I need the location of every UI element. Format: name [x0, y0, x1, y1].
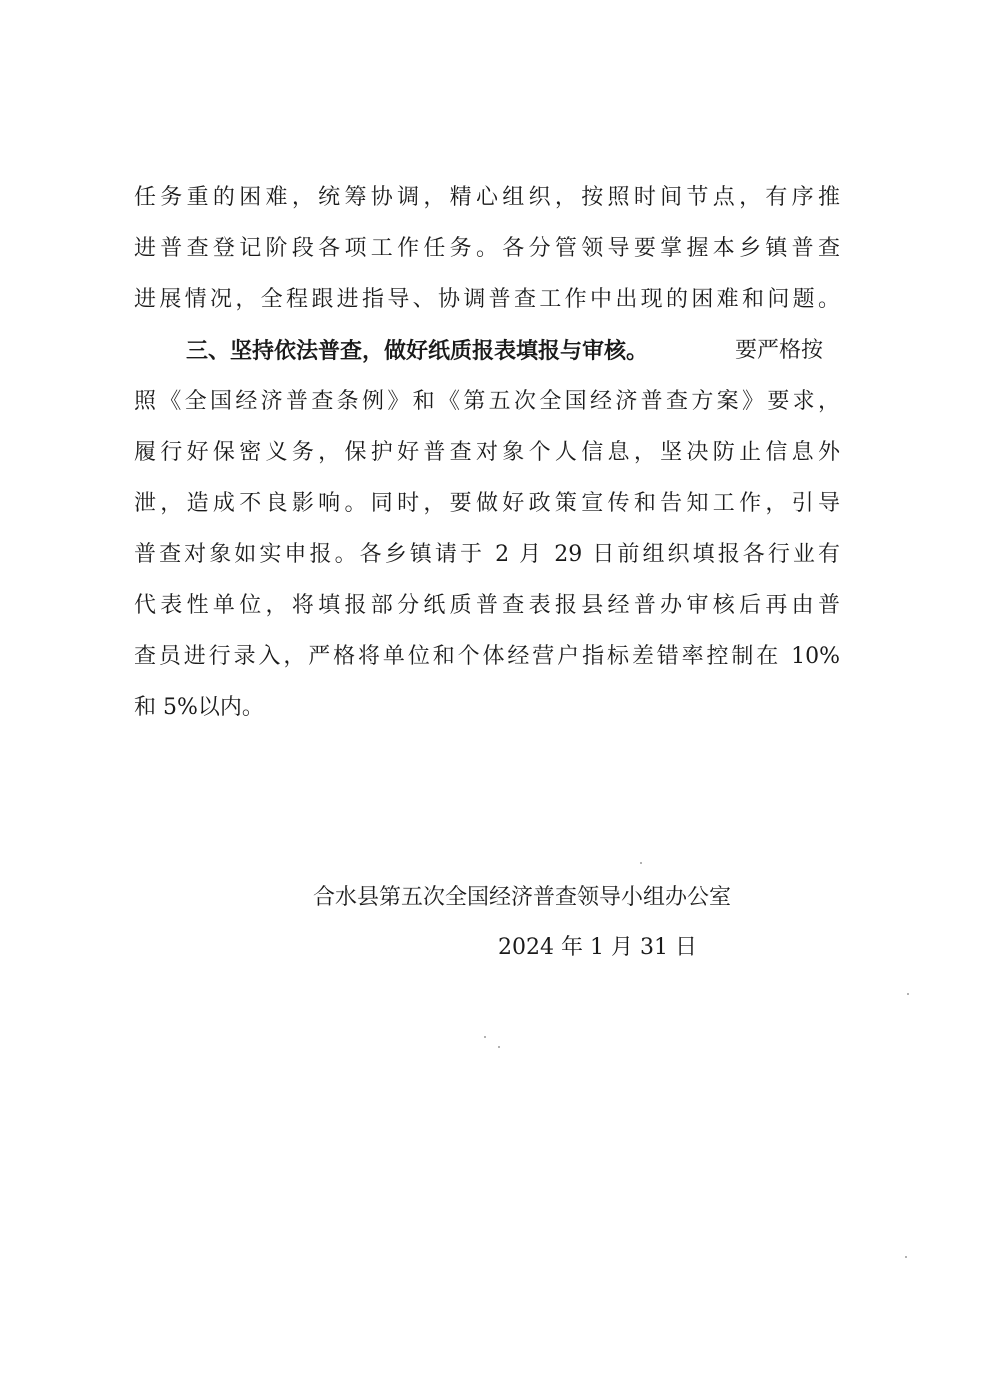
signature-date: 2024 年 1 月 31 日 — [498, 935, 697, 960]
scan-speck — [640, 862, 642, 864]
document-page: 任务重的困难，统筹协调，精心组织，按照时间节点，有序推 进普查登记阶段各项工作任务。各分管领导要掌握本乡镇普查 进展情况，全程跟进指导、协调普查工作中出现的困难和问题。 三、坚持依法普查，做好纸质报表填报与审核。 要严格按 照《全国经济普查条例》和《第五次全国经济普查方案》要求， 履行好保密义务，保护好普查对象个人信息，坚决防止信息外 泄，造成不良影响。同时，要做好政策宣传和告知工作，引导 普查对象如实申报。各乡镇请于 2 月 29 日前组织填报各行业有 代表性单位，将填报部分纸质普查表报县经普办审核后再由普 查员进行录入，严格将单位和个体经营户指标差错率控制在 10% 和 5%以内。 合水县第五次全国经济普查领导小组办公室 2024 年 1 月 31 日 — [0, 0, 1000, 1376]
scan-speck — [498, 1046, 500, 1048]
section-heading: 三、坚持依法普查，做好纸质报表填报与审核。 — [186, 338, 649, 364]
signature-organization: 合水县第五次全国经济普查领导小组办公室 — [313, 885, 732, 910]
scan-speck — [907, 993, 909, 995]
scan-speck — [484, 1036, 486, 1038]
text-fragment: 要严格按 — [735, 338, 824, 363]
scan-speck — [905, 1256, 907, 1258]
